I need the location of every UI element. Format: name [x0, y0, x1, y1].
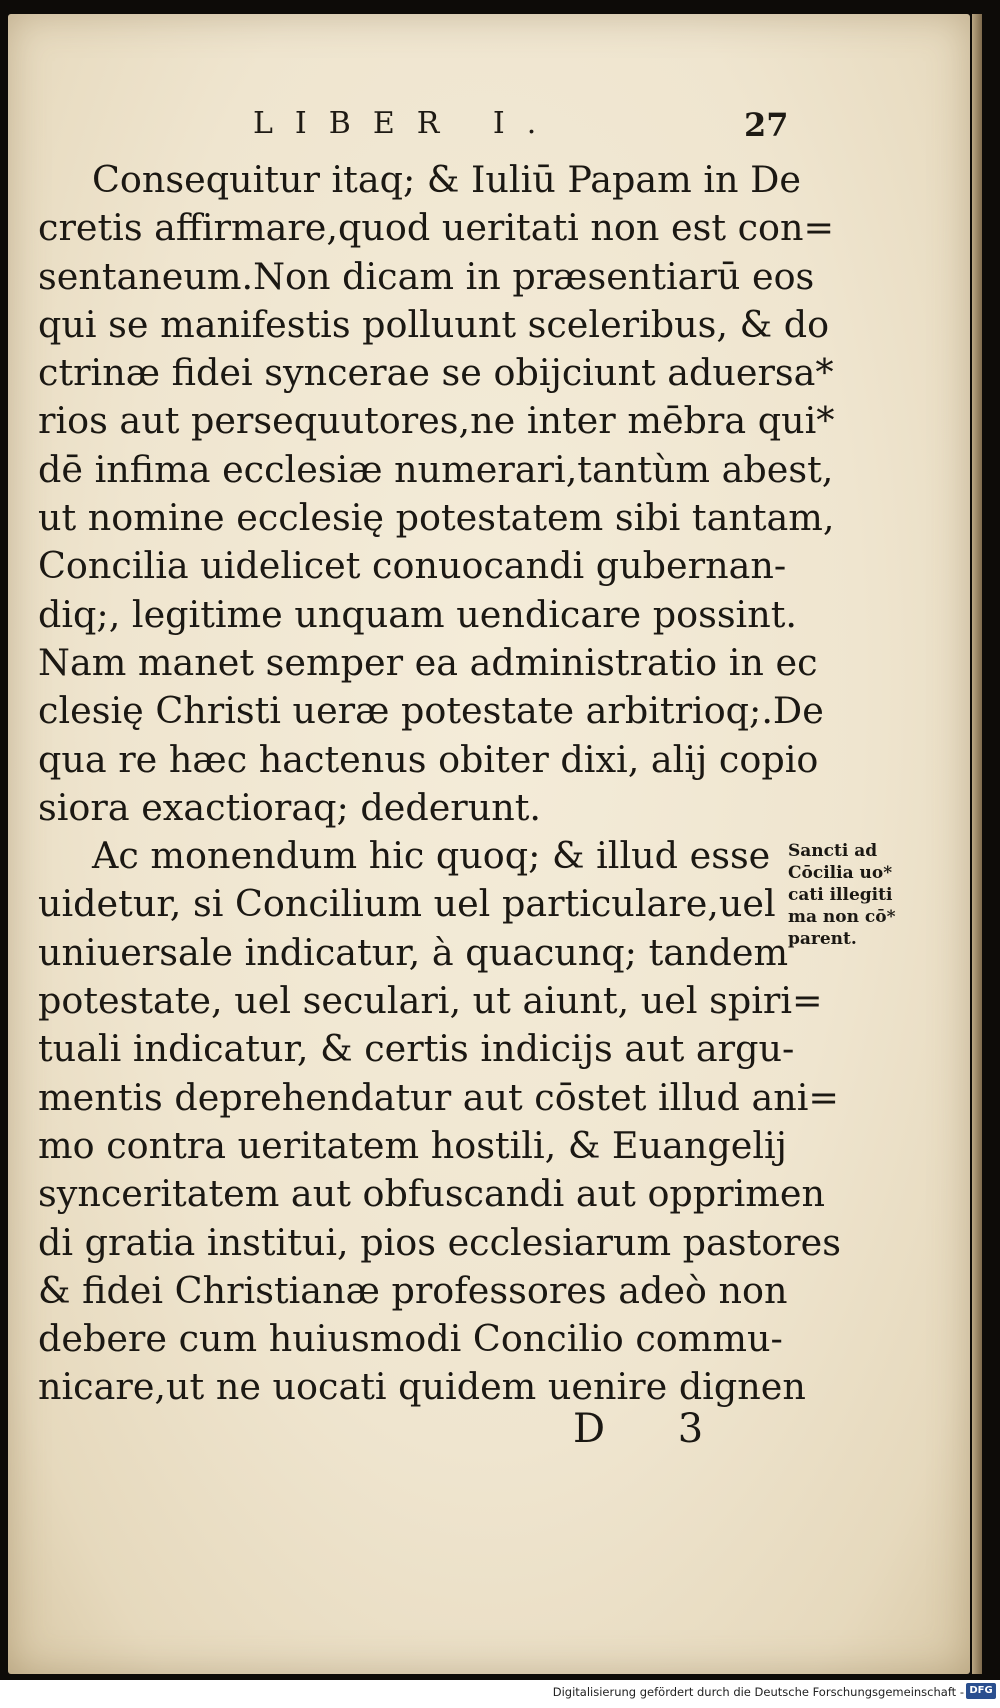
text-line: tuali indicatur, & certis indicijs aut argu- — [38, 1027, 795, 1071]
text-line: debere cum huiusmodi Concilio commu- — [38, 1317, 783, 1361]
page-number: 27 — [744, 106, 789, 144]
marginal-note-line: Cōcilia uo* — [788, 863, 893, 883]
text-line: ctrinæ fidei syncerae se obijciunt aduersa* — [38, 351, 834, 395]
marginal-note-line: cati illegiti — [788, 885, 893, 905]
text-line: dē infima ecclesiæ numerari,tantùm abest, — [38, 447, 834, 491]
page-edge — [972, 14, 982, 1674]
marginal-note — [788, 840, 928, 950]
text-line: qui se manifestis polluunt sceleribus, & do — [38, 302, 830, 346]
text-line: Consequitur itaq; & Iuliū Papam in De — [92, 158, 802, 201]
text-line: mo contra ueritatem hostili, & Euangelij — [38, 1123, 787, 1167]
book-page — [8, 14, 970, 1674]
text-line: & fidei Christianæ professores adeò non — [38, 1268, 788, 1312]
text-line: Ac monendum hic quoq; & illud esse — [92, 834, 771, 878]
text-line: mentis deprehendatur aut cōstet illud ani= — [38, 1075, 839, 1119]
text-line: uidetur, si Concilium uel particulare,uel — [38, 882, 776, 926]
page-header — [8, 106, 970, 156]
funding-credit: Digitalisierung gefördert durch die Deutsche Forschungsgemeinschaft - — [552, 1685, 964, 1699]
text-line: siora exactioraq; dederunt. — [38, 785, 542, 829]
text-line: ut nomine ecclesię potestatem sibi tantam, — [38, 496, 835, 540]
signature-mark: D 3 — [573, 1406, 734, 1452]
running-head: LIBER I. — [253, 106, 559, 141]
text-line: nicare,ut ne uocati quidem uenire dignen — [38, 1365, 806, 1409]
text-line: cretis affirmare,quod ueritati non est con= — [38, 206, 835, 250]
text-line: Nam manet semper ea administratio in ec — [38, 640, 818, 684]
marginal-note-line: ma non cō* — [788, 907, 896, 927]
text-line: rios aut persequutores,ne inter mēbra qui* — [38, 399, 835, 443]
dfg-logo: DFG — [966, 1683, 996, 1699]
marginal-note-line: Sancti ad — [788, 841, 878, 861]
text-line: sentaneum.Non dicam in præsentiarū eos — [38, 254, 815, 298]
text-line: di gratia institui, pios ecclesiarum pastores — [38, 1220, 841, 1264]
marginal-note-line: parent. — [788, 929, 857, 949]
text-line: synceritatem aut obfuscandi aut opprimen — [38, 1172, 825, 1216]
text-line: diq;, legitime unquam uendicare possint. — [38, 592, 797, 636]
text-line: potestate, uel seculari, ut aiunt, uel spiri= — [38, 979, 823, 1023]
text-line: Concilia uidelicet conuocandi gubernan- — [38, 544, 787, 588]
text-line: uniuersale indicatur, à quacunq; tandem — [38, 930, 789, 974]
text-line: qua re hæc hactenus obiter dixi, alij copio — [38, 737, 819, 781]
text-line: clesię Christi ueræ potestate arbitrioq;.De — [38, 689, 824, 733]
